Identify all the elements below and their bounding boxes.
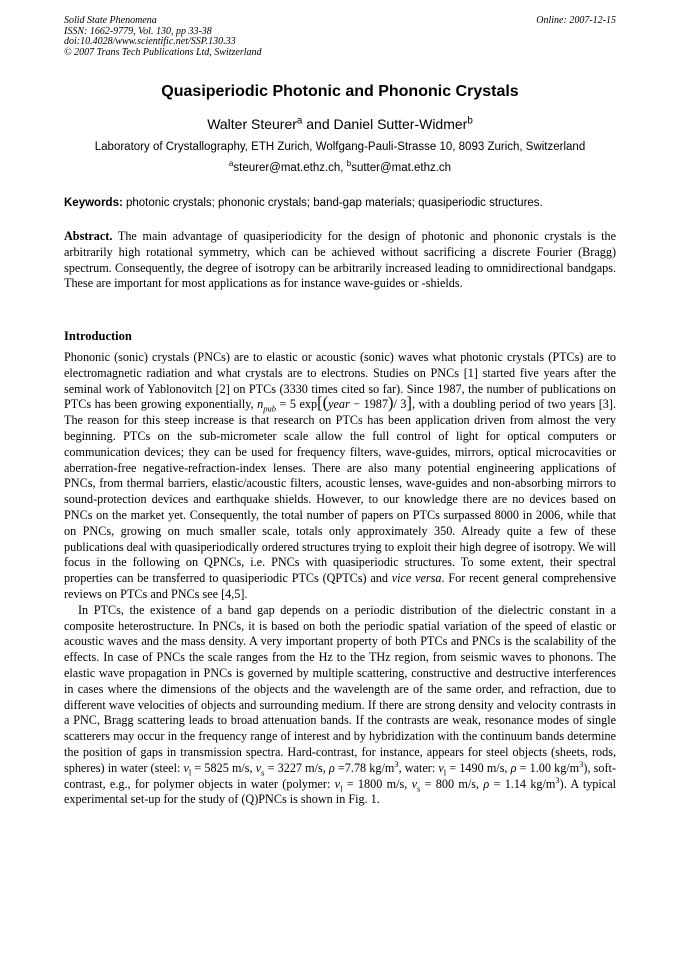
author-name: Daniel Sutter-Widmer	[333, 116, 468, 132]
symbol: v	[334, 776, 341, 791]
symbol-subscript: l	[340, 782, 343, 793]
journal-doi: doi:10.4028/www.scientific.net/SSP.130.33	[64, 36, 236, 48]
symbol: v	[411, 776, 417, 791]
paragraph-text: . For recent general comprehensive reviews on PTCs and PNCs see [4,5].	[64, 571, 616, 601]
section-heading: Introduction	[64, 329, 132, 343]
introduction-body	[64, 350, 616, 808]
value: =7.78 kg/m	[334, 760, 395, 775]
value: = 3227 m/s,	[264, 760, 329, 775]
email-line	[64, 161, 616, 176]
paragraph-italic: vice versa	[391, 571, 442, 586]
journal-copyright: © 2007 Trans Tech Publications Ltd, Switzerland	[64, 46, 262, 58]
value: = 1.14 kg/m	[489, 776, 556, 791]
author-line	[64, 115, 616, 133]
author-name: Walter Steurer	[207, 116, 297, 132]
email-mark: a	[228, 159, 234, 169]
abstract-text: The main advantage of quasiperiodicity for the design of photonic and phononic crystals is the arbitrarily high rotational symmetry, which can be achieved without sacrificing a discrete Fourier (Bragg) spectrum. Consequently, the degree of isotropy can be arbitrarily increased leading to omnidirectional bandgaps. These are important for most applications as for instance wave-guides or -shields.	[64, 229, 616, 291]
eq-var: year	[328, 397, 350, 412]
paragraph-text: Phononic (sonic) crystals (PNCs) are to elastic or acoustic (sonic) waves what photonic crystals (PTCs) are to electromagnetic radiation and what crystals are to electrons. Studies on PNCs [1] started five years after the seminal work of Yablonovitch [2] on PTCs (3330 times cited so far). Since 1987, the number of publications on PTCs has been growing exponentially,	[64, 350, 616, 412]
abstract-label: Abstract.	[64, 229, 113, 243]
symbol: v	[183, 760, 189, 775]
paper-title: Quasiperiodic Photonic and Phononic Crystals	[161, 83, 519, 100]
abstract	[64, 229, 616, 292]
paragraph	[64, 350, 616, 603]
value: = 800 m/s,	[420, 776, 484, 791]
symbol-subscript: s	[417, 782, 421, 793]
eq-paren: (	[322, 393, 329, 413]
eq-text: − 1987	[349, 397, 388, 412]
paragraph-text: In PTCs, the existence of a band gap depends on a periodic distribution of the dielectric constant in a composite heterostructure. In PNCs, it is based on both the periodic spatial variation of the speed of elastic or acoustic waves and the mass density. A very important property of both PTCs and PNCs is the scalability of the effects. In case of PNCs the scale ranges from the Hz to the THz region, from seismic waves to phonons. The elastic wave propagation in PNCs is governed by multiple scattering, constructive and destructive interferences in cases where the dimensions of the objects and the wavelength are of the same order, and refraction, due to different wave velocities of objects and surrounding medium. If there are strong density and velocity contrasts in a PNC, Bragg scattering leads to broad attenuation bands. If the contrasts are weak, resonance modes of single scatterers may occur in the frequency range of interest and by hybridization with the continuum bands determine the position of gaps in transmission spectra. Hard-contrast, for instance, appears for steel objects (sheets, rods, spheres) in water (steel:	[64, 602, 616, 775]
author-affil-mark: b	[467, 115, 473, 127]
unit-superscript: 3	[555, 774, 560, 785]
online-date: Online: 2007-12-15	[536, 15, 616, 26]
symbol-subscript: l	[443, 767, 447, 778]
symbol-subscript: s	[261, 767, 265, 778]
symbol: v	[255, 760, 262, 775]
value: = 1490 m/s,	[446, 760, 511, 775]
inline-equation	[257, 393, 412, 414]
eq-subscript: pub	[263, 403, 276, 414]
eq-var: n	[257, 397, 264, 412]
eq-bracket: [	[317, 393, 323, 413]
author-conjunction: and	[302, 116, 334, 132]
unit-superscript: 3	[394, 758, 399, 769]
symbol: ρ	[483, 776, 490, 791]
affiliation: Laboratory of Crystallography, ETH Zurich, Wolfgang-Pauli-Strasse 10, 8093 Zurich, Switzerland	[94, 141, 586, 153]
eq-bracket: ]	[406, 393, 412, 413]
eq-text: / 3	[393, 397, 407, 412]
keywords	[64, 196, 616, 211]
paragraph-text: , water:	[398, 760, 439, 775]
author-affil-mark: a	[296, 115, 303, 127]
symbol: ρ	[328, 760, 335, 775]
paragraph-text: , with a doubling period of two years [3]. The reason for this steep increase is that research on PTCs has been application driven from almost the very beginning. PTCs on the sub-micrometer scale allow the full control of light for optical computers or communication devices; they can be used for frequency filters, wave-guides, mirrors, optical microcavities or aberration-free negative-refraction-index lenses. There are also many potential engineering applications of PNCs, from thermal barriers, elastic/acoustic filters, acoustic lenses, wave-guides and non-absorbing mirrors to sound-protection devices and earthquake shields. However, to our knowledge there are no devices based on PNCs on the market yet. Consequently, the total number of papers on PTCs surpassed 8000 in 2006, while that on PNCs, growing on much smaller scale, totals only approximately 350. Already quite a few of these publications deal with quasiperiodically ordered structures trying to exploit their high degree of isotropy. We will focus in the following on QPNCs, i.e. PNCs with quasiperiodic structures. To some extent, their spectral properties can be transferred to quasiperiodic PTCs (QPTCs) and	[64, 397, 617, 586]
journal-name: Solid State Phenomena	[64, 15, 157, 26]
paragraph-text: ), soft-contrast, e.g., for polymer objects in water (polymer:	[64, 760, 617, 791]
value: = 5825 m/s,	[191, 760, 256, 775]
keywords-text: photonic crystals; phononic crystals; band-gap materials; quasiperiodic structures.	[122, 197, 543, 209]
email-address: steurer@mat.ethz.ch,	[233, 162, 347, 174]
symbol: ρ	[510, 760, 517, 775]
unit-superscript: 3	[579, 758, 584, 769]
email-address: sutter@mat.ethz.ch	[351, 162, 452, 174]
keywords-label: Keywords:	[64, 197, 123, 209]
symbol-subscript: l	[188, 767, 192, 778]
value: = 1800 m/s,	[342, 776, 412, 791]
journal-header	[64, 16, 616, 58]
paragraph	[64, 603, 616, 808]
eq-text: = 5 exp	[276, 397, 318, 412]
symbol: v	[438, 760, 444, 775]
eq-paren: )	[387, 393, 394, 413]
journal-issn: ISSN: 1662-9779, Vol. 130, pp 33-38	[64, 25, 212, 37]
value: = 1.00 kg/m	[516, 760, 580, 775]
paragraph-text: ). A typical experimental set-up for the study of (Q)PNCs is shown in Fig. 1.	[64, 776, 616, 807]
email-mark: b	[346, 159, 352, 169]
